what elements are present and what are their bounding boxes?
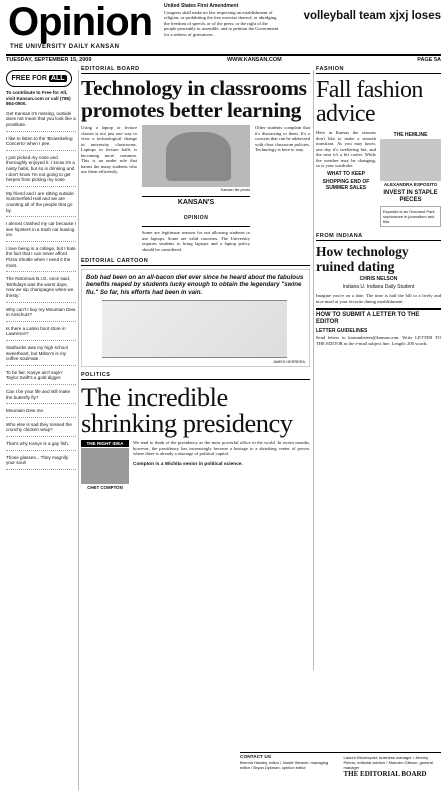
page-number: PAGE 5A: [417, 57, 441, 63]
ffa-list: [6, 111, 76, 470]
ffa-item: Why can't I buy my Mountain Dew in Anschutz?: [6, 307, 76, 322]
logo-subtitle: THE UNIVERSITY DAILY KANSAN: [10, 44, 120, 50]
ffa-item: Get Kansan it's missing, outside does not mean that you look like a prostitute.: [6, 111, 76, 132]
ffa-item: Can I be your life and still make the butterfly fly?: [6, 389, 76, 404]
editorial-cartoon: [81, 269, 310, 367]
kansans-opinion-box: [142, 196, 250, 227]
dateline: [6, 54, 441, 63]
fashion-col-2: [380, 130, 441, 227]
fashion-label: FASHION: [316, 66, 441, 74]
editorial-col-2: Some are legitimate reasons for not allowing students to use laptops. Some are valid concerns. The University requires students to bring laptops and a laptop policy should be considered.: [142, 230, 250, 252]
fashion-columnist: ALEXANDRA ESPOSITO: [383, 182, 438, 187]
fashion-text: Here in Kansas the seasons don't like to make a smooth transition. As you may know, one day it's sweltering hot, and the next it's a bit cooler. While the weather may be changing, so is your wardrobe.: [316, 130, 376, 168]
ffa-item: That's why Kanye is a gay fish.: [6, 441, 76, 451]
column-label: THE RIGHT IDEA: [81, 440, 129, 447]
column-divider: [78, 70, 79, 790]
free-for-all-logo: [6, 70, 72, 87]
politics-label: POLITICS: [81, 372, 310, 380]
ffa-item: I love being in a college, but I hate the fact that I can never afford Pizza Shuttle when I need it the most.: [6, 246, 76, 272]
contact-left-text: Brenna Hawley, editor / Jackie Weaver, managing editor / Bryan Dykman, opinion editor: [240, 760, 329, 770]
invest-heading: INVEST IN STAPLE PIECES: [383, 190, 438, 203]
contact-footer: [240, 752, 441, 777]
ffa-item: Is there a Latino boot store in Lawrence?: [6, 326, 76, 341]
editorial-board-heading: THE EDITORIAL BOARD: [343, 770, 427, 778]
columnist-headshot: [81, 448, 129, 484]
indiana-author: CHRIS NELSON: [359, 276, 398, 282]
ffa-item: Who else is sad they missed the crunchy chicken wrap?: [6, 422, 76, 437]
fashion-credit: Esposito is an Overland Park sophomore in journalism and film.: [380, 206, 441, 227]
ffa-item: To be fair, Kanye ain't sayin' Taylor Swift's a gold digger.: [6, 370, 76, 385]
column-divider: [313, 70, 314, 670]
section-logo: Opinion: [8, 0, 153, 44]
letter-submission-box: [316, 308, 441, 346]
what-to-keep-heading: WHAT TO KEEP: [327, 170, 365, 177]
ffa-intro: To contribute to Free for All, visit Kansan.com or call (785) 864-0500.: [6, 90, 71, 107]
ffa-item: I almost crashed my car because I see hipsters in a trash car leaving ice.: [6, 221, 76, 242]
ffa-all: ALL: [50, 75, 65, 82]
letter-guidelines: LETTER GUIDELINES: [316, 328, 368, 334]
first-amendment-box: [164, 4, 279, 38]
cartoon-caption: Bob had been on an all-bacon diet ever since he heard about the fabulous benefits reaped by students lucky enough to obtain the legendary "swine flu." So far, his efforts had been in vain.: [86, 274, 304, 296]
contact-right: [344, 755, 442, 777]
masthead: [6, 2, 441, 64]
kansans-sub: OPINION: [183, 215, 209, 221]
column-badge: [81, 440, 129, 490]
hemline-label: THE HEMLINE: [393, 132, 428, 138]
site-url[interactable]: WWW.KANSAN.COM: [226, 57, 282, 63]
letter-text: Send letters to kansanletters@kansan.com. Write LETTER TO THE EDITOR in the e-mail subject line. Length: 200 words.: [316, 335, 441, 346]
ffa-free: FREE: [11, 75, 31, 82]
fashion-col-1: [316, 130, 376, 227]
cartoon-label: EDITORIAL CARTOON: [81, 258, 310, 266]
photo-credit: Kansan file photo: [220, 188, 250, 192]
cartoon-illustration: [102, 300, 287, 358]
issue-date: TUESDAY, SEPTEMBER 15, 2009: [6, 57, 92, 63]
ffa-item: I just picked my nose and thoroughly enjoyed it. I know it's a nasty habit, but so is drinking and I don't know I'm not going to get herpes from picking my nose.: [6, 155, 76, 187]
indiana-label: FROM INDIANA: [316, 233, 441, 241]
ffa-item: Starbucks was my high school sweetheart, but Milton's is my coffee soulmate.: [6, 345, 76, 366]
teaser-headline[interactable]: volleyball team xjxj loses: [303, 10, 441, 22]
editorial-headline[interactable]: Technology in classrooms promotes better learning: [81, 76, 307, 122]
ffa-item: Mountain Dew me.: [6, 408, 76, 418]
right-column: [316, 66, 441, 346]
amendment-title: United States First Amendment: [164, 3, 239, 9]
shopping-heading: SHOPPING END OF SUMMER SALES: [322, 178, 370, 191]
editorial-col-3: Other students complain that it's distracting to them. It's a concern that can be addressed with clear classroom policies. Technology is here to stay.: [255, 125, 310, 152]
editorial-col-1: Using a laptop or lecture classes is not just one way to view a technological change in university classrooms. Laptops in lecture halls is becoming more common. This is an under rule that harms the many students who use them efficiently.: [81, 125, 137, 174]
contact-right-text: Lauren Bloomquist, business manager / Jeremy Peters, editorial adviser / Malcolm Gibson, general manager: [343, 755, 433, 770]
amendment-text: Congress shall make no law respecting an establishment of religion, or prohibiting the free exercise thereof; or abridging the freedom of speech, or of the press; or the right of the people peaceably to assemble, and to petition the Government for a redress of grievances.: [164, 9, 279, 37]
center-column: [81, 66, 310, 490]
editorial-label: EDITORIAL BOARD: [81, 66, 310, 74]
politics-body: [81, 440, 310, 490]
indiana-headline[interactable]: How technology ruined dating: [316, 244, 409, 274]
fashion-body: [316, 130, 441, 227]
columnist-bio: Compton is a Wichita senior in political science.: [133, 461, 243, 467]
cartoon-credit: JAMES HERRERA: [272, 360, 305, 364]
columnist-photo: [380, 139, 441, 181]
politics-headline[interactable]: The incredible shrinking presidency: [81, 382, 293, 438]
ffa-for: FOR: [32, 75, 47, 82]
contact-left: [240, 755, 338, 777]
indiana-paper: Indiana U. Indiana Daily Student: [342, 284, 415, 290]
contact-heading: CONTACT US: [240, 755, 272, 760]
politics-text: We tend to think of the presidency as the most powerful office in the world. In recent months, however, the presidency has increasingly become a hostage to a shrinking center of power, where there is already a shortage of political capital.: [133, 440, 310, 456]
fashion-headline[interactable]: Fall fashion advice: [316, 77, 423, 127]
ffa-item: Those glasses... They magnify your soul!: [6, 455, 76, 470]
letter-title: HOW TO SUBMIT A LETTER TO THE EDITOR: [316, 312, 420, 325]
kansans-title: KANSAN'S: [177, 199, 215, 206]
editorial-body: [81, 125, 310, 252]
editorial-photo: [142, 125, 250, 187]
indiana-text: Imagine you're on a date. The time is half the bill to a lively and nice meal at your favorite dining establishment.: [316, 293, 441, 304]
editorial-middle: [142, 125, 250, 252]
free-for-all-rail: [6, 70, 76, 790]
ffa-item: The Notorious B.I.G. once said, 'Birthdays was the worst days, now we sip champagne when we thirsty.': [6, 276, 76, 302]
ffa-item: I like to listen to the 'Brownkeling Concerto' when I pee.: [6, 136, 76, 151]
ffa-item: My friend and I are sitting outside Summerfield Hall and we are counting all of the people that go by.: [6, 191, 76, 217]
columnist-name: CHET COMPTON: [87, 485, 123, 490]
